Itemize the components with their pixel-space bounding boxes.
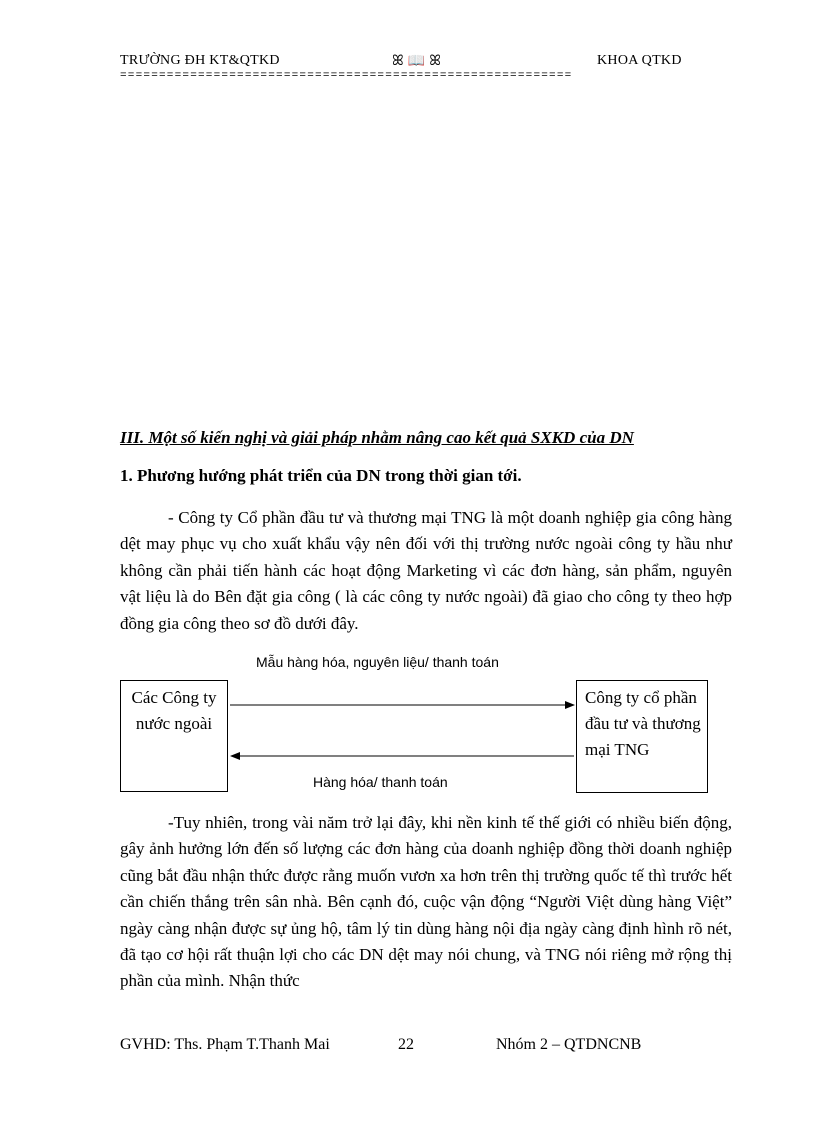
right-box-label: Công ty cổ phần đầu tư và thương mại TNG — [585, 688, 701, 759]
header-school: TRƯỜNG ĐH KT&QTKD — [120, 53, 280, 68]
footer-group: Nhóm 2 – QTDNCNB — [496, 1036, 642, 1053]
right-box — [576, 680, 708, 793]
header-ornament-icon: ꕤ 📖 ꕤ — [392, 54, 442, 69]
footer-advisor: GVHD: Ths. Phạm T.Thanh Mai — [120, 1036, 330, 1053]
diagram-bottom-label: Hàng hóa/ thanh toán — [313, 774, 448, 790]
diagram-arrows — [228, 690, 577, 770]
diagram-top-label: Mẫu hàng hóa, nguyên liệu/ thanh toán — [256, 654, 499, 670]
footer-page-number: 22 — [398, 1036, 414, 1053]
left-box-label: Các Công ty nước ngoài — [131, 688, 217, 733]
subsection-title: 1. Phương hướng phát triển của DN trong thời gian tới. — [120, 466, 522, 485]
paragraph-1: - Công ty Cổ phần đầu tư và thương mại TNG là một doanh nghiệp gia công hàng dệt may phục vụ cho xuất khẩu vậy nên đối với thị trường nước ngoài công ty hầu như không cần phải tiến hành các hoạt động Marketing vì các đơn hàng, sản phẩm, nguyên vật liệu là do Bên đặt gia công ( là các công ty nước ngoài) đã giao cho công ty theo hợp đồng gia công theo sơ đồ dưới đây. — [120, 508, 732, 633]
section-title: III. Một số kiến nghị và giải pháp nhằm nâng cao kết quả SXKD của DN — [120, 428, 634, 447]
paragraph-2: -Tuy nhiên, trong vài năm trở lại đây, khi nền kinh tế thế giới có nhiều biến động, gây ảnh hưởng lớn đến số lượng các đơn hàng của doanh nghiệp đồng thời doanh nghiệp cũng bắt đầu nhận thức được rằng muốn vươn xa hơn trên thị trường quốc tế thì trước hết cần chiến thắng trên sân nhà. Bên cạnh đó, cuộc vận động “Người Việt dùng hàng Việt” ngày càng nhận được sự ủng hộ, tâm lý tin dùng hàng nội địa ngày càng định hình rõ nét, đã tạo cơ hội rất thuận lợi cho các DN dệt may nói chung, và TNG nói riêng mở rộng thị phần của mình. Nhận thức — [120, 813, 732, 991]
left-box — [120, 680, 228, 792]
header-faculty: KHOA QTKD — [597, 53, 682, 68]
header-separator: ========================================================== — [120, 70, 573, 82]
